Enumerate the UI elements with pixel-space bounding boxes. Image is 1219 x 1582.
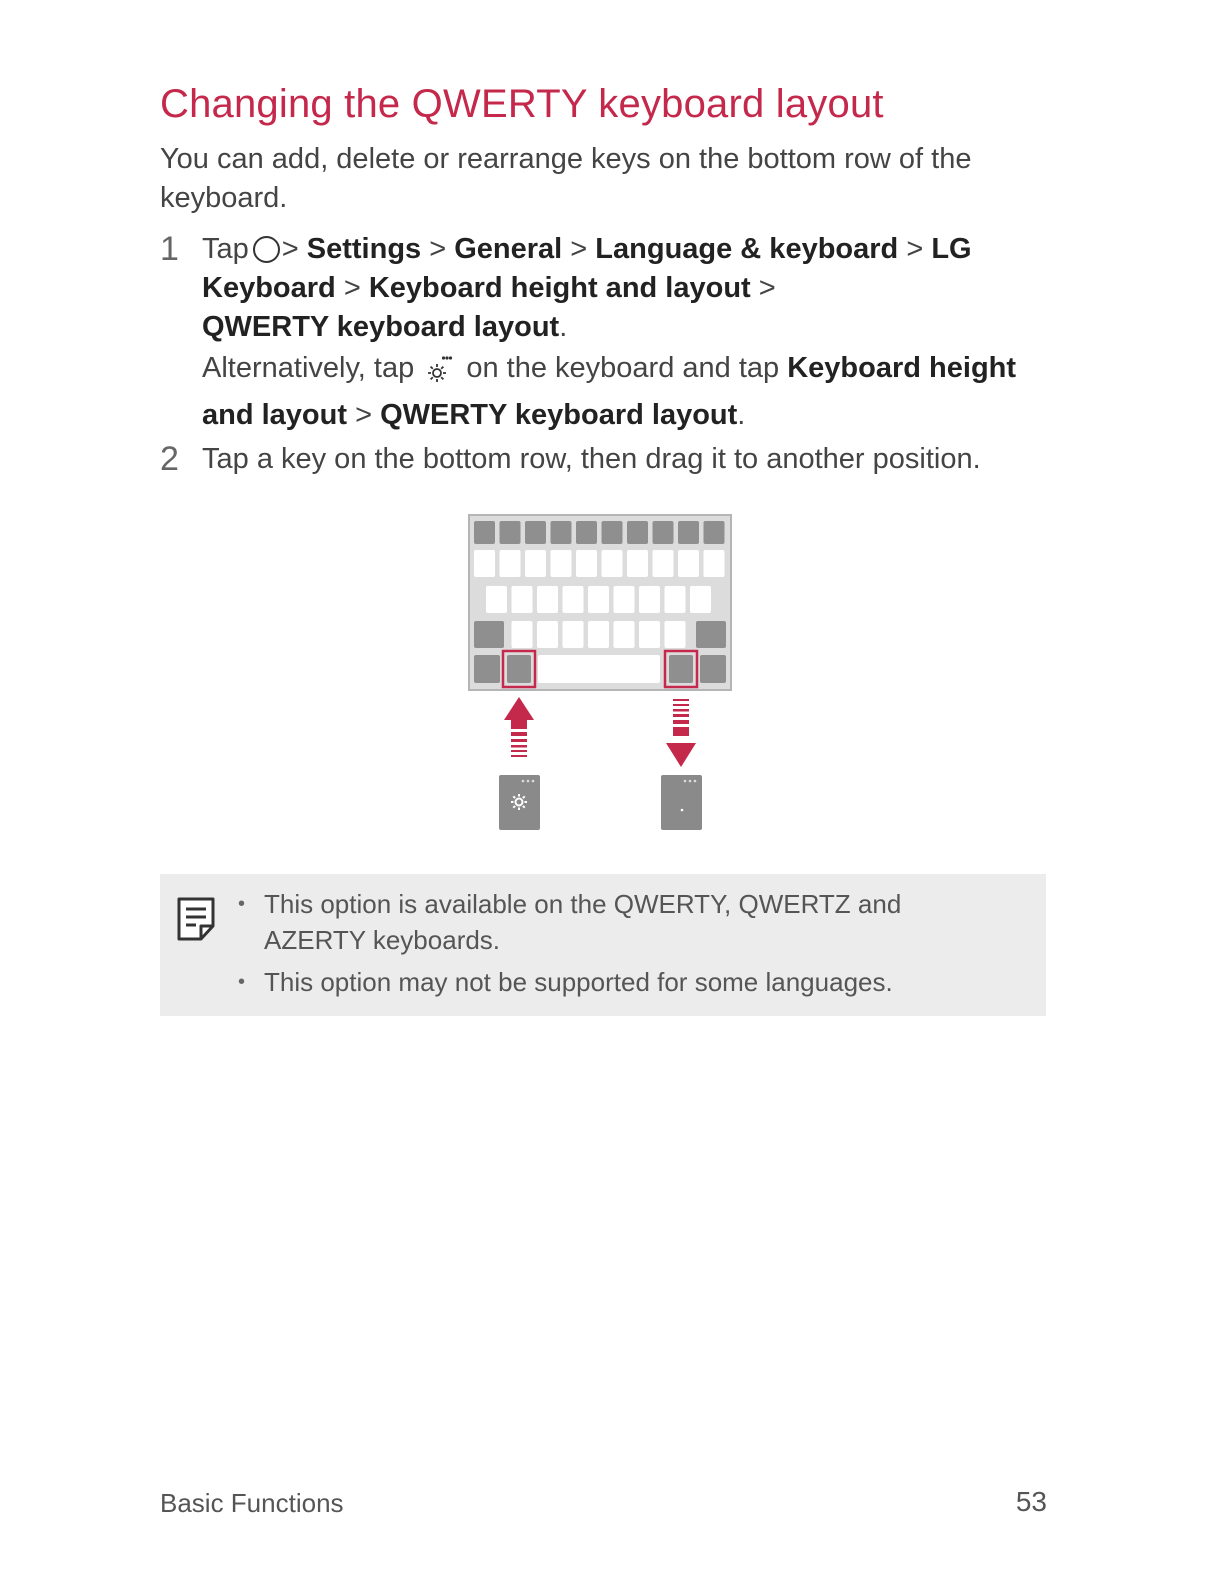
note-box <box>160 874 1046 1016</box>
arrow-up-icon <box>504 697 534 757</box>
separator: > <box>429 233 447 265</box>
period: . <box>737 399 746 431</box>
note-list <box>236 886 1006 1006</box>
step-number: 1 <box>160 230 179 268</box>
note-icon <box>176 896 216 947</box>
path-settings: Settings <box>306 233 422 265</box>
keyboard-illustration <box>466 513 736 833</box>
period: . <box>559 311 568 343</box>
settings-gear-icon <box>426 355 454 396</box>
path-lg-keyboard: LG Keyboard <box>202 233 972 304</box>
keyboard-row-3 <box>486 586 711 613</box>
path-language-keyboard: Language & keyboard <box>595 233 899 265</box>
keyboard-bottom-row <box>474 651 726 687</box>
intro-text: You can add, delete or rearrange keys on the bottom row of the keyboard. <box>160 143 972 214</box>
note-item: • This option is available on the QWERTY, QWERTZ and AZERTY keyboards. <box>236 886 1006 958</box>
path-qwerty-layout: QWERTY keyboard layout <box>202 311 560 343</box>
separator: > <box>758 272 776 304</box>
alt-prefix: Alternatively, tap <box>202 352 415 384</box>
separator: > <box>906 233 924 265</box>
page-title: Changing the QWERTY keyboard layout <box>160 82 884 126</box>
path-general: General <box>454 233 563 265</box>
separator: > <box>355 399 373 431</box>
alt-keyboard-height-layout: Keyboard height and layout <box>202 352 1017 431</box>
path-keyboard-height-layout: Keyboard height and layout <box>368 272 751 304</box>
alt-qwerty-layout: QWERTY keyboard layout <box>380 399 738 431</box>
period-key-enlarged <box>661 775 702 830</box>
tap-text: Tap <box>202 233 249 265</box>
separator: > <box>570 233 588 265</box>
home-button-icon <box>253 236 280 263</box>
step-number: 2 <box>160 440 179 478</box>
page-number: 53 <box>1015 1486 1047 1517</box>
footer-section: Basic Functions <box>160 1488 344 1518</box>
step-2-text: Tap a key on the bottom row, then drag it to another position. <box>202 443 981 475</box>
settings-key-enlarged <box>499 775 540 830</box>
separator: > <box>343 272 361 304</box>
note-item: • This option may not be supported for some languages. <box>236 964 1006 1000</box>
keyboard-diagram <box>466 513 736 833</box>
separator: > <box>281 233 299 265</box>
arrow-down-icon <box>666 699 696 767</box>
step-1-body <box>202 230 1032 435</box>
alt-middle: on the keyboard and tap <box>466 352 780 384</box>
